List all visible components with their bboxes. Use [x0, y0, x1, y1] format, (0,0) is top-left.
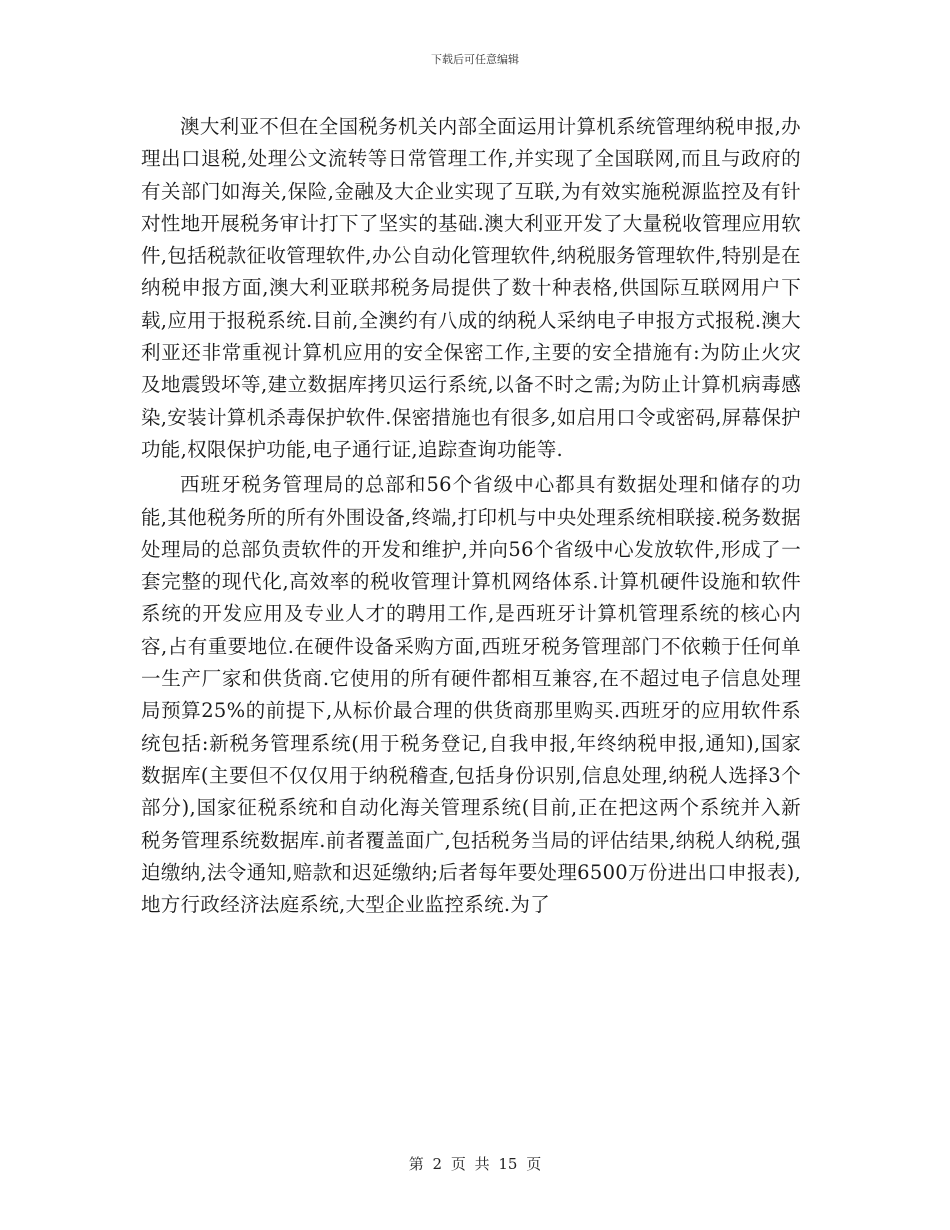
document-body [141, 111, 801, 921]
header-note: 下载后可任意编辑 [431, 53, 519, 66]
paragraph-spain: 西班牙税务管理局的总部和56个省级中心都具有数据处理和储存的功能,其他税务所的所有外围设备,终端,打印机与中央处理系统相联接.税务数据处理局的总部负责软件的开发和维护,并向56个省级中心发放软件,形成了一套完整的现代化,高效率的税收管理计算机网络体系.计算机硬件设施和软件系统的开发应用及专业人才的聘用工作,是西班牙计算机管理系统的核心内容,占有重要地位.在硬件设备采购方面,西班牙税务管理部门不依赖于任何单一生产厂家和供货商.它使用的所有硬件都相互兼容,在不超过电子信息处理局预算25%的前提下,从标价最合理的供货商那里购买.西班牙的应用软件系统包括:新税务管理系统(用于税务登记,自我申报,年终纳税申报,通知),国家数据库(主要但不仅仅用于纳税稽查,包括身份识别,信息处理,纳税人选择3个部分),国家征税系统和自动化海关管理系统(目前,正在把这两个系统并入新税务管理系统数据库.前者覆盖面广,包括税务当局的评估结果,纳税人纳税,强迫缴纳,法令通知,赔款和迟延缴纳;后者每年要处理6500万份进出口申报表),地方行政经济法庭系统,大型企业监控系统.为了 [141, 473, 801, 917]
paragraph-australia: 澳大利亚不但在全国税务机关内部全面运用计算机系统管理纳税申报,办理出口退税,处理公文流转等日常管理工作,并实现了全国联网,而且与政府的有关部门如海关,保险,金融及大企业实现了互联,为有效实施税源监控及有针对性地开展税务审计打下了坚实的基础.澳大利亚开发了大量税收管理应用软件,包括税款征收管理软件,办公自动化管理软件,纳税服务管理软件,特别是在纳税申报方面,澳大利亚联邦税务局提供了数十种表格,供国际互联网用户下载,应用于报税系统.目前,全澳约有八成的纳税人采纳电子申报方式报税.澳大利亚还非常重视计算机应用的安全保密工作,主要的安全措施有:为防止火灾及地震毁坏等,建立数据库拷贝运行系统,以备不时之需;为防止计算机病毒感染,安装计算机杀毒保护软件.保密措施也有很多,如启用口令或密码,屏幕保护功能,权限保护功能,电子通行证,追踪查询功能等. [141, 115, 801, 461]
page-number-footer: 第 2 页 共 15 页 [408, 1155, 542, 1173]
